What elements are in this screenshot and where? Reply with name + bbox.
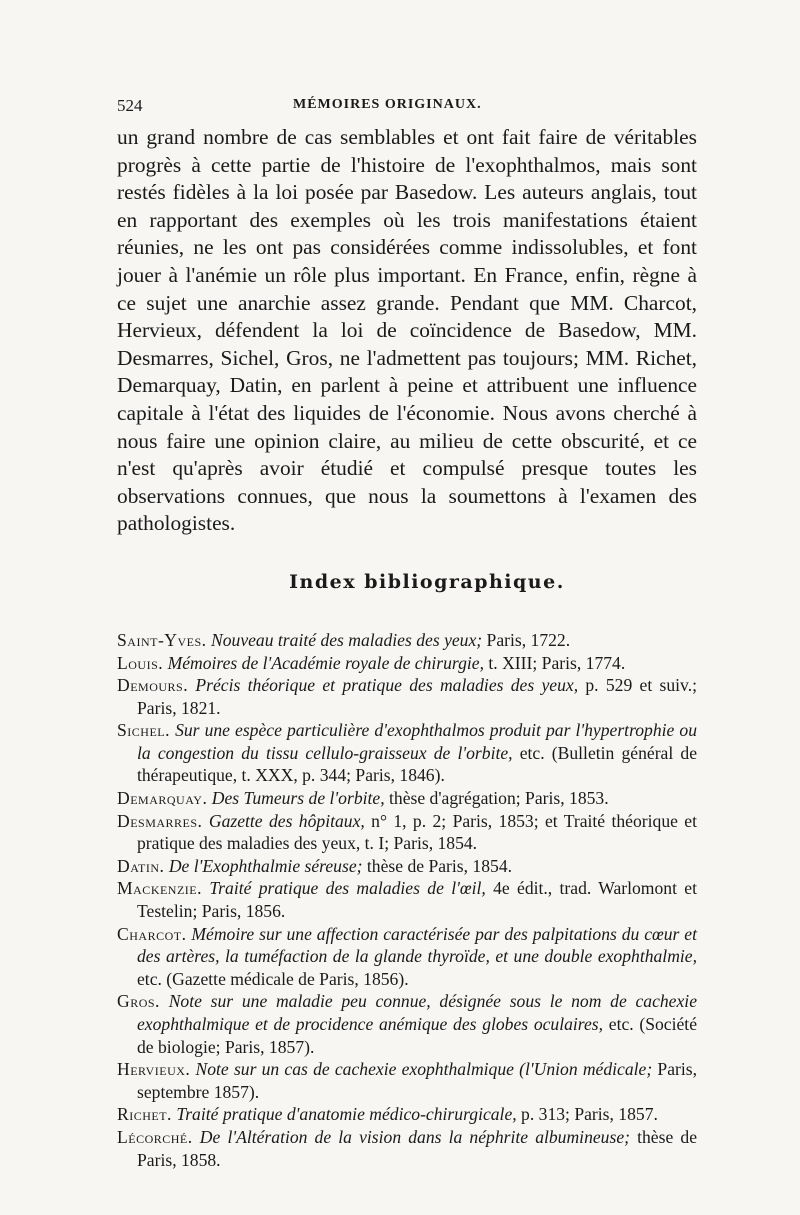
section-title: Index bibliographique.	[289, 570, 565, 593]
entry-details: t. XIII; Paris, 1774.	[484, 652, 626, 673]
entry-author: Sichel.	[117, 720, 171, 741]
entry-title: Traité pratique des maladies de l'œil,	[209, 878, 486, 899]
entry-details: etc. (Société de biologie; Paris, 1857).	[137, 1014, 697, 1057]
entry-details: p. 313; Paris, 1857.	[516, 1104, 658, 1125]
entry-title: Nouveau traité des maladies des yeux;	[210, 629, 483, 650]
bibliography-entry	[117, 877, 697, 922]
bibliography-entry	[117, 855, 697, 878]
entry-author: Richet.	[117, 1104, 172, 1125]
entry-author: Demours.	[117, 675, 189, 696]
entry-details: n° 1, p. 2; Paris, 1853; et Traité théorique et pratique des maladies des yeux, t. I; Paris, 1854.	[137, 810, 698, 854]
entry-title: Note sur un cas de cachexie exophthalmique (l'Union médicale;	[195, 1059, 653, 1080]
entry-title: Gazette des hôpitaux,	[208, 810, 365, 831]
entry-author: Gros.	[117, 991, 160, 1012]
entry-details: thèse d'agrégation; Paris, 1853.	[384, 788, 609, 809]
entry-author: Hervieux.	[117, 1059, 191, 1080]
book-page	[117, 96, 697, 1171]
bibliography-entry	[117, 1058, 697, 1103]
entry-details: thèse de Paris, 1858.	[137, 1126, 698, 1170]
entry-author: Desmarres.	[117, 810, 203, 831]
bibliography-entry	[117, 787, 697, 810]
entry-details: p. 529 et suiv.; Paris, 1821.	[137, 675, 697, 718]
entry-title: De l'Altération de la vision dans la néphrite albumineuse;	[199, 1126, 630, 1147]
bibliography-entry	[117, 1103, 697, 1126]
entry-author: Datin.	[117, 855, 165, 876]
running-title: MÉMOIRES ORIGINAUX.	[293, 97, 482, 112]
entry-details: etc. (Bulletin général de thérapeutique, t. XXX, p. 344; Paris, 1846).	[137, 742, 698, 786]
bibliography-entry	[117, 719, 697, 787]
body-paragraph-block	[117, 124, 697, 538]
entry-title: Des Tumeurs de l'orbite,	[211, 788, 385, 809]
bibliography-entry	[117, 990, 697, 1058]
page-header	[117, 96, 697, 124]
entry-details: thèse de Paris, 1854.	[362, 855, 513, 876]
bibliography-entry	[117, 810, 697, 855]
entry-author: Louis.	[117, 652, 164, 673]
entry-details: 4e édit., trad. Warlomont et Testelin; Paris, 1856.	[137, 878, 697, 922]
entry-title: Note sur une maladie peu connue, désignée sous le nom de cachexie exophthalmique et de procidence anémique des globes oculaires,	[137, 991, 698, 1034]
entry-title: De l'Exophthalmie séreuse;	[168, 855, 363, 876]
entry-author: Charcot.	[117, 923, 187, 944]
entry-author: Saint-Yves.	[117, 629, 207, 650]
entry-details: Paris, 1722.	[482, 629, 571, 650]
entry-title: Sur une espèce particulière d'exophthalmos produit par l'hypertrophie ou la congestion du tissu cellulo-graisseux de l'orbite,	[137, 720, 697, 763]
entry-author: Demarquay.	[117, 788, 208, 809]
body-paragraph: un grand nombre de cas semblables et ont fait faire de véritables progrès à cette partie de l'histoire de l'exophthalmos, mais sont restés fidèles à la loi posée par Basedow. Les auteurs anglais, tout en rapportant des exemples où les trois manifestations étaient réunies, ne les ont pas considérées comme indissolubles, et font jouer à l'anémie un rôle plus important. En France, enfin, règne à ce sujet une anarchie assez grande. Pendant que MM. Charcot, Hervieux, défendent la loi de coïncidence de Basedow, MM. Desmarres, Sichel, Gros, ne l'admettent pas toujours; MM. Richet, Demarquay, Datin, en parlent à peine et attribuent une influence capitale à l'état des liquides de l'économie. Nous avons cherché à nous faire une opinion claire, au milieu de cette obscurité, et ce n'est qu'après avoir étudié et compulsé presque toutes les observations connues, que nous la soumettons à l'examen des pathologistes.	[117, 125, 697, 536]
bibliography-entry	[117, 629, 697, 652]
entry-details: Paris, septembre 1857).	[137, 1059, 697, 1102]
bibliography-list	[117, 629, 697, 1171]
entry-details: etc. (Gazette médicale de Paris, 1856).	[137, 968, 409, 989]
bibliography-entry	[117, 652, 697, 675]
entry-title: Mémoires de l'Académie royale de chirurgie,	[167, 652, 485, 673]
bibliography-entry	[117, 674, 697, 719]
page-number: 524	[117, 96, 143, 115]
entry-title: Traité pratique d'anatomie médico-chirurgicale,	[176, 1104, 517, 1125]
entry-author: Mackenzie.	[117, 878, 203, 899]
entry-author: Lécorché.	[117, 1126, 193, 1147]
bibliography-entry	[117, 1126, 697, 1171]
bibliography-entry	[117, 923, 697, 991]
entry-title: Précis théorique et pratique des maladies des yeux,	[195, 675, 579, 696]
entry-title: Mémoire sur une affection caractérisée par des palpitations du cœur et des artères, la tuméfaction de la glande thyroïde, et une double exophthalmie,	[137, 923, 697, 967]
